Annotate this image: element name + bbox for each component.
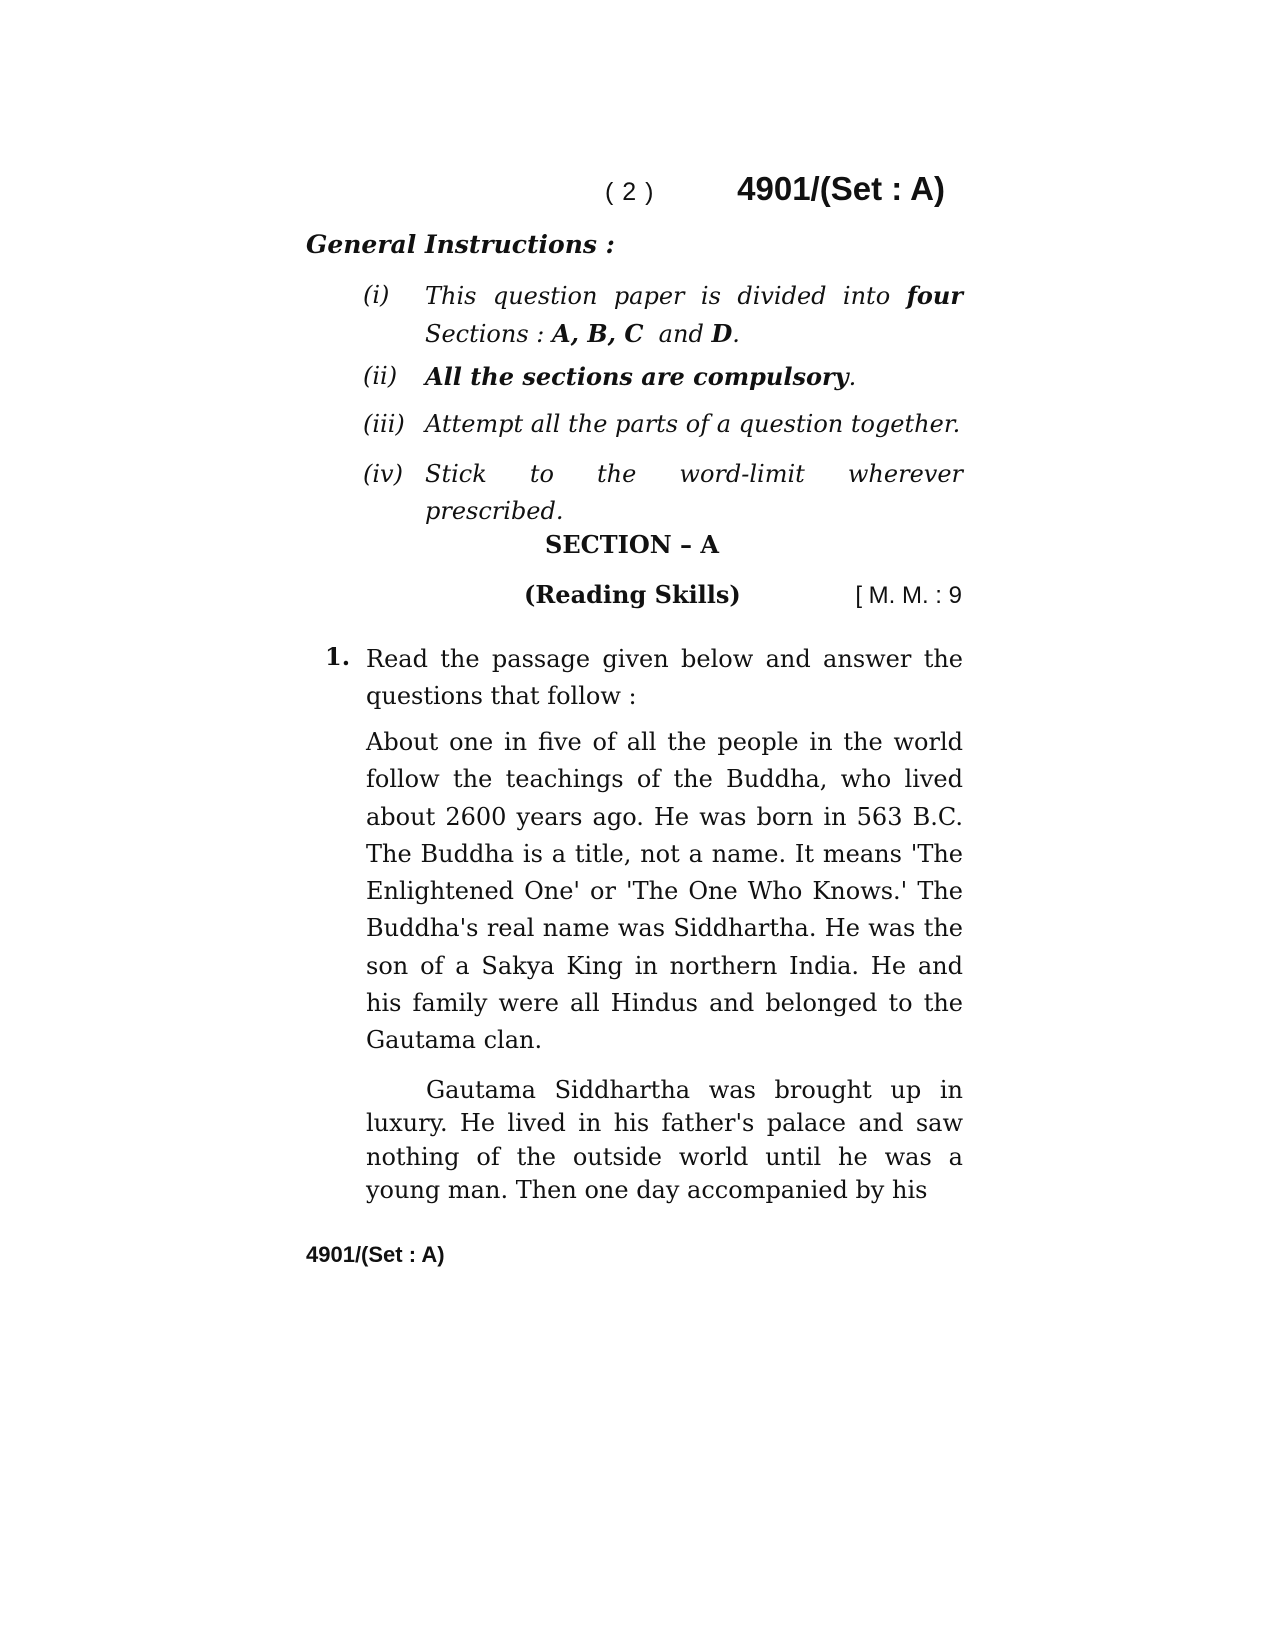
instruction-number: (iv) xyxy=(363,460,403,488)
instruction-text: Attempt all the parts of a question together. xyxy=(425,410,961,438)
instruction-item xyxy=(363,358,963,395)
instruction-item xyxy=(363,277,963,351)
section-title: SECTION – A xyxy=(545,530,719,559)
instruction-number: (i) xyxy=(363,281,390,309)
instruction-number: (ii) xyxy=(363,362,398,390)
instruction-text: This question paper is divided into four Sections : A, B, C and D. xyxy=(425,281,963,348)
paper-code-footer: 4901/(Set : A) xyxy=(306,1242,445,1267)
instruction-item xyxy=(363,406,963,443)
instruction-text: Stick to the word-limit wherever prescribed. xyxy=(425,460,963,525)
section-subtitle: (Reading Skills) xyxy=(524,580,741,609)
general-instructions-title: General Instructions : xyxy=(306,230,615,259)
instruction-item xyxy=(363,456,963,525)
question-prompt: Read the passage given below and answer the questions that follow : xyxy=(366,645,963,710)
instruction-text: All the sections are compulsory. xyxy=(425,362,857,391)
passage-paragraph-2: Gautama Siddhartha was brought up in luxury. He lived in his father's palace and saw nothing of the outside world until he was a young man. Then one day accompanied by his xyxy=(366,1076,963,1204)
passage-paragraph-1: About one in five of all the people in the world follow the teachings of the Buddha, who lived about 2600 years ago. He was born in 563 B.C. The Buddha is a title, not a name. It means 'The Enlightened One' or 'The One Who Knows.' The Buddha's real name was Siddhartha. He was the son of a Sakya King in northern India. He and his family were all Hindus and belonged to the Gautama clan. xyxy=(366,728,963,1055)
max-marks: [ M. M. : 9 xyxy=(855,582,962,609)
paper-code-header: 4901/(Set : A) xyxy=(737,170,945,207)
instruction-number: (iii) xyxy=(363,410,405,438)
page-number: ( 2 ) xyxy=(605,178,655,206)
question-number: 1. xyxy=(325,642,351,671)
